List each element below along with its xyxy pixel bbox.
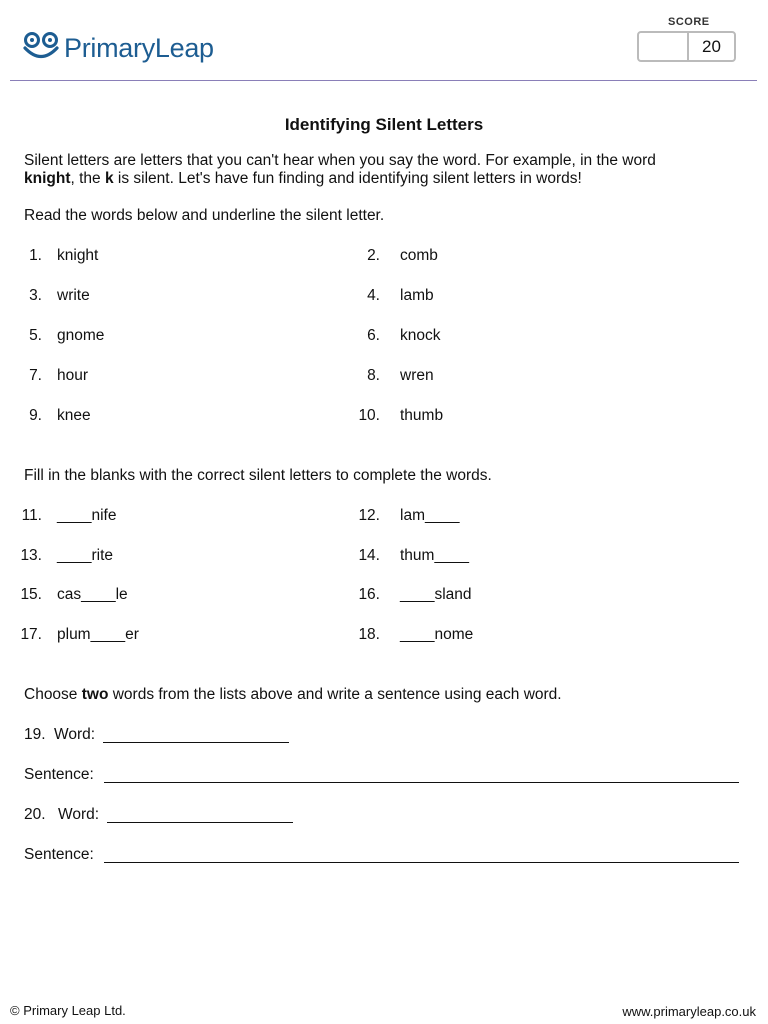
- item-word[interactable]: cas____le: [57, 586, 128, 604]
- intro-text-1: Silent letters are letters that you can't hear when you say the word. For example, in the word: [24, 152, 656, 169]
- item-number: 12.: [358, 507, 380, 524]
- section3-text-1: Choose: [24, 686, 82, 703]
- item-word[interactable]: lam____: [400, 507, 460, 524]
- item-word[interactable]: plum____er: [57, 626, 139, 644]
- q19-word-label: Word:: [54, 726, 96, 743]
- item-word[interactable]: gnome: [57, 327, 105, 344]
- item-word[interactable]: ____nome: [400, 626, 474, 644]
- item-number: 17.: [20, 626, 42, 644]
- item-number: 13.: [20, 546, 42, 564]
- item-number: 18.: [358, 626, 380, 644]
- item-number: 14.: [358, 546, 380, 564]
- q20-word-label: Word:: [58, 806, 100, 823]
- q20-number: 20.: [24, 806, 46, 823]
- item-word[interactable]: wren: [400, 367, 434, 384]
- footer-copyright: © Primary Leap Ltd.: [10, 1003, 126, 1018]
- section3-text-2: words from the lists above and write a sentence using each word.: [108, 686, 562, 703]
- brand-name: PrimaryLeap: [64, 32, 214, 63]
- item-word[interactable]: thumb: [400, 407, 444, 424]
- score-box: [637, 31, 736, 62]
- footer-website[interactable]: www.primaryleap.co.uk: [622, 1004, 756, 1019]
- intro-bold-k: k: [104, 170, 114, 187]
- score-blank-cell[interactable]: [639, 33, 689, 60]
- intro-bold-knight: knight: [24, 170, 71, 187]
- item-number: 2.: [367, 247, 380, 264]
- item-word[interactable]: write: [57, 287, 90, 304]
- item-number: 3.: [29, 287, 42, 304]
- q19-number: 19.: [24, 726, 46, 743]
- item-number: 11.: [21, 507, 42, 524]
- item-number: 15.: [20, 586, 42, 604]
- intro-text-2: , the: [70, 170, 105, 187]
- item-word[interactable]: hour: [57, 367, 89, 384]
- item-number: 4.: [367, 287, 380, 304]
- q19-sentence-blank[interactable]: [104, 768, 739, 783]
- section3-bold-two: two: [81, 686, 109, 703]
- score-value: 20: [702, 36, 721, 56]
- intro-paragraph: [24, 152, 744, 188]
- q20-sentence-blank[interactable]: [104, 848, 739, 863]
- item-word[interactable]: thum____: [400, 546, 469, 564]
- item-number: 1.: [29, 247, 42, 264]
- q19-sentence-label: Sentence:: [24, 766, 94, 783]
- item-number: 5.: [29, 327, 42, 344]
- item-number: 10.: [358, 407, 380, 424]
- item-word[interactable]: ____sland: [400, 586, 472, 604]
- worksheet-title: Identifying Silent Letters: [284, 115, 484, 134]
- item-number: 16.: [358, 586, 380, 604]
- item-word[interactable]: ____nife: [57, 507, 117, 524]
- item-number: 9.: [29, 407, 42, 424]
- header-divider: [10, 80, 757, 81]
- intro-text-3: is silent. Let's have fun finding and identifying silent letters in words!: [113, 170, 582, 187]
- score-label: SCORE: [668, 16, 710, 28]
- section1-instruction: Read the words below and underline the silent letter.: [24, 207, 385, 224]
- item-word[interactable]: ____rite: [57, 546, 114, 564]
- q20-sentence-label: Sentence:: [24, 846, 94, 863]
- brand-logo: [22, 28, 214, 68]
- section3-instruction: [24, 686, 562, 704]
- q20-word-blank[interactable]: [107, 808, 293, 823]
- item-number: 6.: [367, 327, 380, 344]
- item-word[interactable]: knock: [400, 327, 441, 344]
- item-number: 7.: [29, 367, 42, 384]
- section2-instruction: Fill in the blanks with the correct silent letters to complete the words.: [24, 467, 492, 484]
- item-word[interactable]: knee: [57, 407, 91, 424]
- item-word[interactable]: lamb: [400, 287, 434, 304]
- q19-word-blank[interactable]: [103, 728, 289, 743]
- item-word[interactable]: knight: [57, 247, 99, 264]
- item-word[interactable]: comb: [400, 247, 438, 264]
- frog-icon: [22, 31, 60, 65]
- item-number: 8.: [367, 367, 380, 384]
